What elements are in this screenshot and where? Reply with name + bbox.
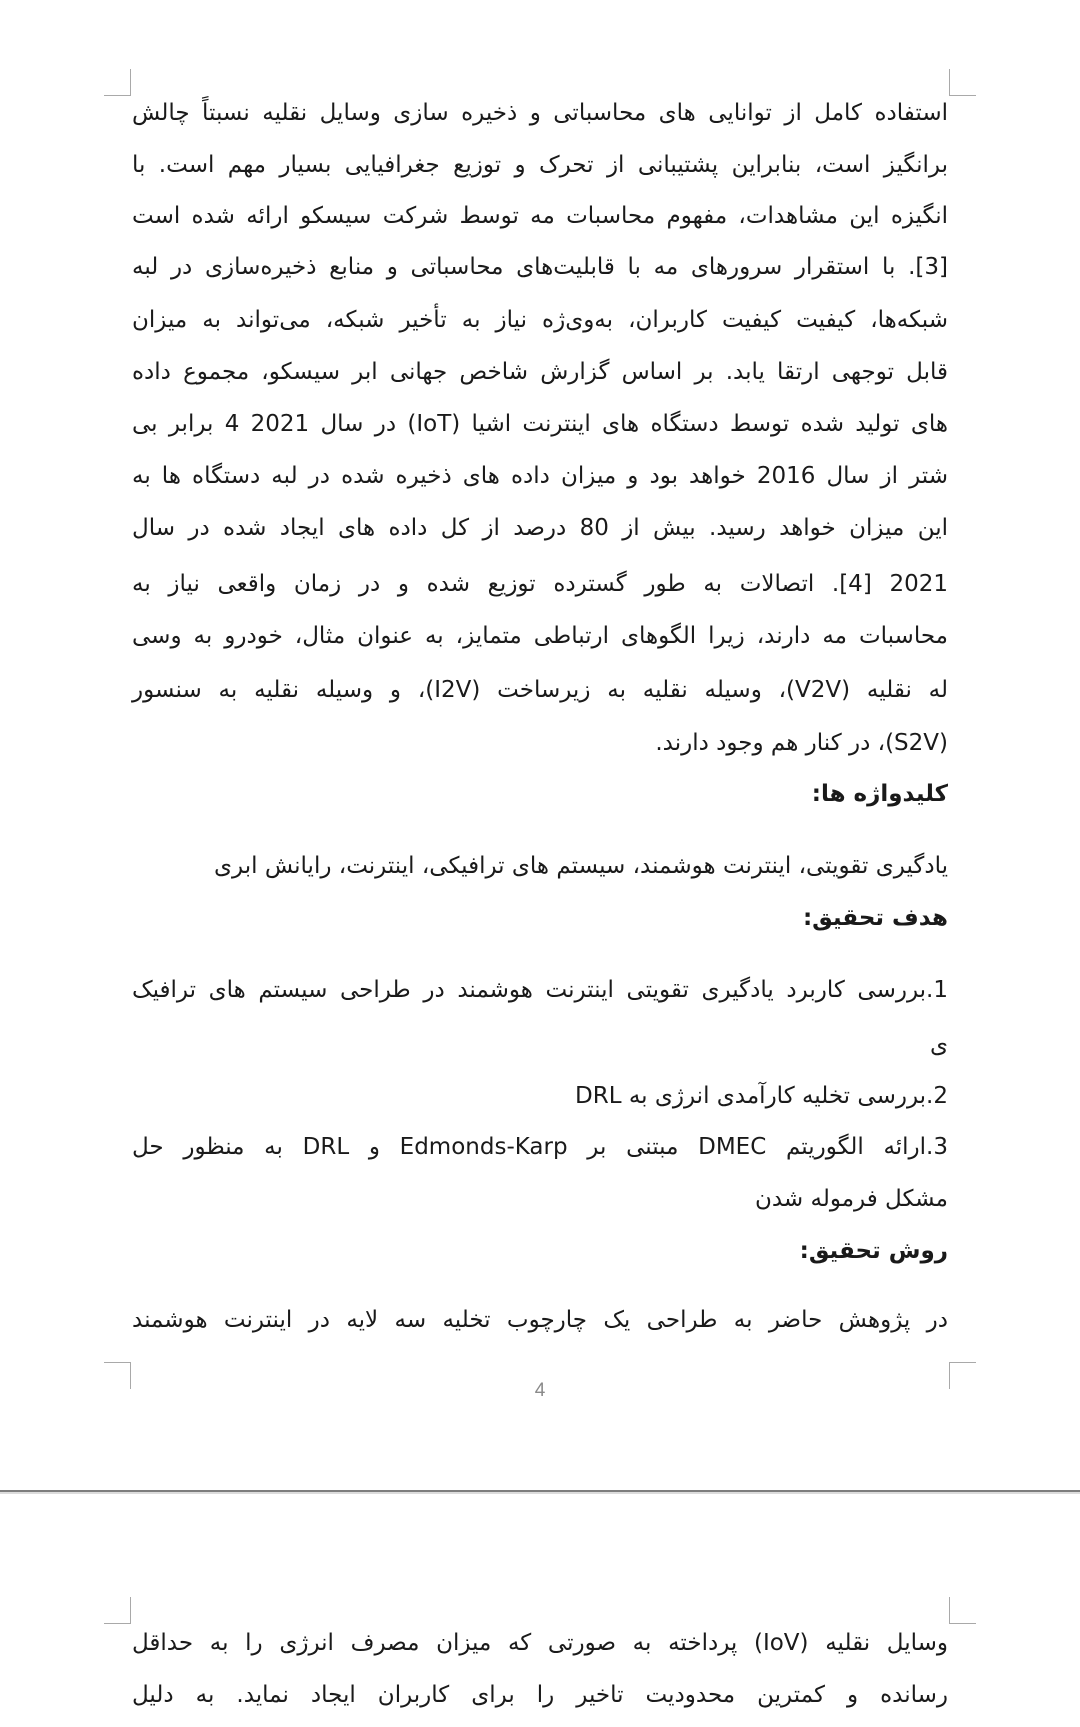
goal-heading: هدف تحقیق:	[802, 905, 948, 931]
page-corner-mark-top-right	[949, 1597, 976, 1624]
page-corner-mark-top-left	[104, 1597, 131, 1624]
paragraph-line: قابل توجهی ارتقا یابد. بر اساس گزارش شاخص جهانی ابر سیسکو، مجموع داده	[132, 359, 948, 385]
paragraph-line: له نقلیه (V2V)، وسیله نقلیه به زیرساخت (I2V)، و وسیله نقلیه به سنسور	[132, 677, 949, 703]
paragraph-line: استفاده کامل از توانایی های محاسباتی و ذخیره سازی وسایل نقلیه نسبتاً چالش	[132, 100, 948, 126]
goal-item-3-continuation: مشکل فرموله شدن	[754, 1186, 948, 1212]
goal-item-1-continuation: ی	[929, 1032, 948, 1058]
keywords-heading: کلیدواژه ها:	[811, 781, 948, 807]
method-heading: روش تحقیق:	[799, 1238, 948, 1264]
method-text: در پژوهش حاضر به طراحی یک چارچوب تخلیه سه لایه در اینترنت هوشمند	[132, 1307, 948, 1333]
paragraph-line: رسانده و کمترین محدودیت تاخیر را برای کاربران ایجاد نماید. به دلیل	[132, 1682, 948, 1708]
paragraph-line: انگیزه این مشاهدات، مفهوم محاسبات مه توسط شرکت سیسکو ارائه شده است	[132, 203, 948, 229]
keywords-text: یادگیری تقویتی، اینترنت هوشمند، سیستم های ترافیکی، اینترنت، رایانش ابری	[214, 853, 948, 879]
goal-item-1: 1.بررسی کاربرد یادگیری تقویتی اینترنت هوشمند در طراحی سیستم های ترافیک	[132, 977, 948, 1003]
page-corner-mark-top-right	[949, 69, 976, 96]
paragraph-line: شتر از سال 2016 خواهد بود و میزان داده های ذخیره شده در لبه دستگاه ها به	[132, 463, 948, 489]
page-corner-mark-top-left	[104, 69, 131, 96]
page-break-divider-shadow	[0, 1492, 1080, 1494]
paragraph-line: (S2V)، در کنار هم وجود دارند.	[655, 730, 948, 756]
paragraph-line: 2021 [4]. اتصالات به طور گسترده توزیع شده و در زمان واقعی نیاز به	[132, 571, 948, 597]
paragraph-line: وسایل نقلیه (IoV) پرداخته به صورتی که میزان مصرف انرژی را به حداقل	[132, 1630, 948, 1656]
paragraph-line: این میزان خواهد رسید. بیش از 80 درصد از کل داده های ایجاد شده در سال	[132, 515, 948, 541]
paragraph-line: شبکه‌ها، کیفیت کیفیت کاربران، به‌وی‌ژه نیاز به تأخیر شبکه، می‌تواند به میزان	[132, 307, 948, 333]
goal-item-2: 2.بررسی تخلیه کارآمدی انرژی به DRL	[575, 1083, 948, 1109]
paragraph-line: محاسبات مه دارند، زیرا الگوهای ارتباطی متمایز، به عنوان مثال، خودرو به وسی	[132, 623, 948, 649]
paragraph-line: [3]. با استقرار سرورهای مه با قابلیت‌های محاسباتی و منابع ذخیره‌سازی در لبه	[132, 254, 948, 280]
page-number: 4	[534, 1380, 546, 1401]
paragraph-line: های تولید شده توسط دستگاه های اینترنت اشیا (IoT) در سال 2021 4 برابر بی	[132, 411, 948, 437]
paragraph-line: برانگیز است، بنابراین پشتیبانی از تحرک و توزیع جغرافیایی بسیار مهم است. با	[132, 152, 948, 178]
goal-item-3: 3.ارائه الگوریتم DMEC مبتنی بر Edmonds-Karp و DRL به منظور حل	[132, 1134, 949, 1160]
